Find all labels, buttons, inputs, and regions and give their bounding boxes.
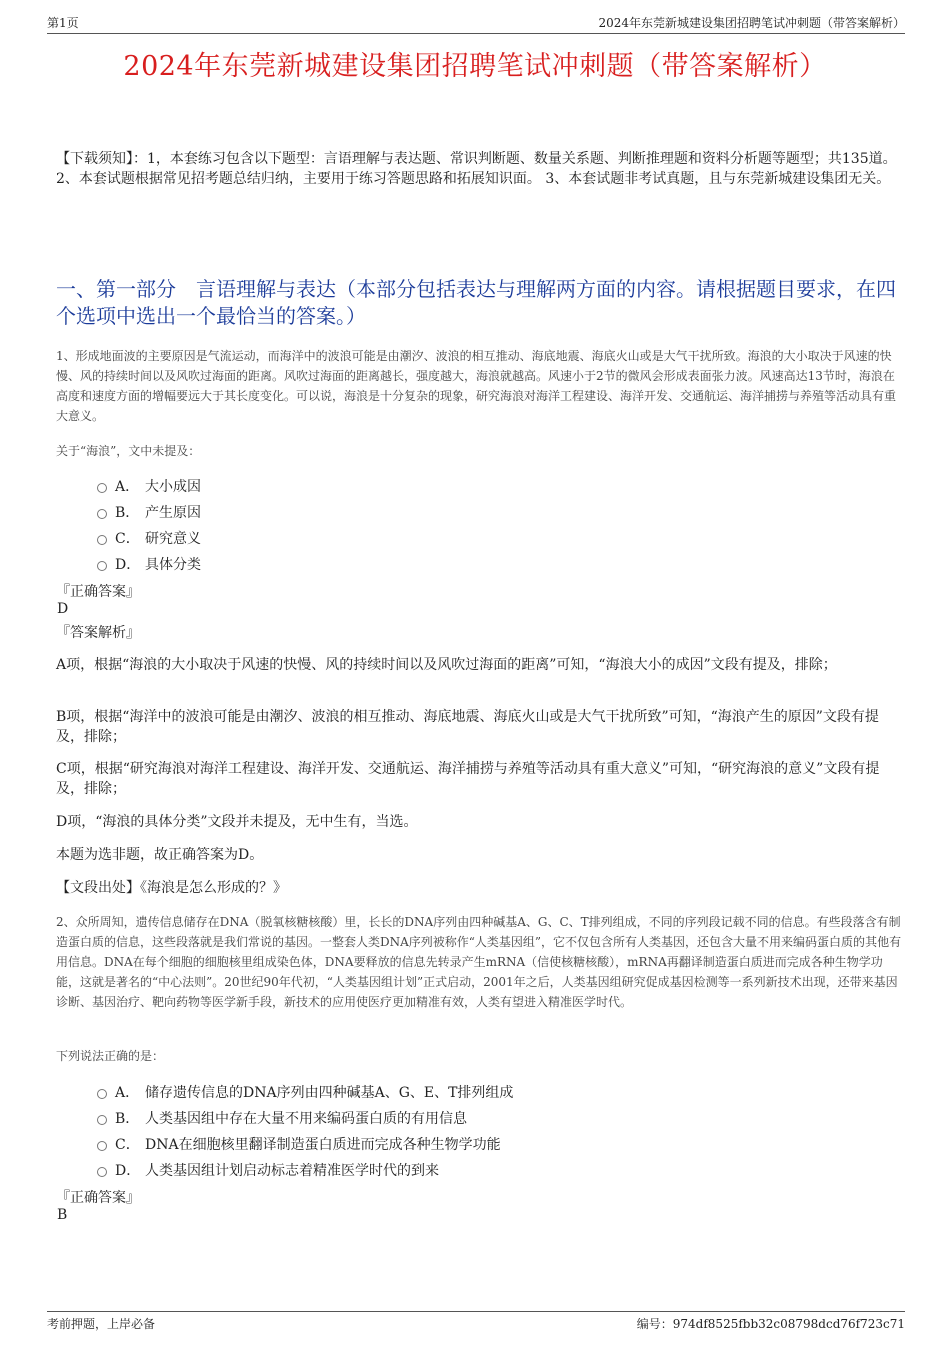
answer-value: D bbox=[57, 601, 69, 617]
radio-icon[interactable] bbox=[97, 1089, 107, 1099]
answer-label: 『正确答案』 bbox=[56, 1190, 140, 1206]
option-d[interactable]: D． 人类基因组计划启动标志着精准医学时代的到来 bbox=[97, 1157, 513, 1183]
download-notice: 【下载须知】：1，本套练习包含以下题型：言语理解与表达题、常识判断题、数量关系题、判断推理题和资料分析题等题型；共135道。 2、本套试题根据常见招考题总结归纳，主要用于练习答题思路和拓展知识面。 3、本套试题非考试真题，且与东莞新城建设集团无关。 bbox=[56, 151, 897, 187]
page-header bbox=[47, 14, 905, 34]
question-1-options bbox=[97, 473, 201, 577]
analysis-a: A项，根据“海浪的大小取决于风速的快慢、风的持续时间以及风吹过海面的距离”可知，“海浪大小的成因”文段有提及，排除； bbox=[56, 657, 837, 673]
radio-icon[interactable] bbox=[97, 509, 107, 519]
question-1-stem: 关于“海浪”，文中未提及： bbox=[56, 444, 201, 458]
radio-icon[interactable] bbox=[97, 535, 107, 545]
question-2-stem: 下列说法正确的是： bbox=[56, 1049, 165, 1063]
page-footer bbox=[47, 1311, 905, 1335]
analysis-conclusion: 本题为选非题，故正确答案为D。 bbox=[56, 847, 264, 863]
option-a[interactable]: A． 储存遗传信息的DNA序列由四种碱基A、G、E、T排列组成 bbox=[97, 1079, 513, 1105]
page-number: 第1页 bbox=[47, 16, 79, 30]
answer-value: B bbox=[57, 1207, 68, 1223]
radio-icon[interactable] bbox=[97, 483, 107, 493]
analysis-d: D项，“海浪的具体分类”文段并未提及，无中生有，当选。 bbox=[56, 814, 418, 830]
question-2-options bbox=[97, 1079, 513, 1183]
analysis-source: 【文段出处】《海浪是怎么形成的？》 bbox=[56, 880, 287, 896]
section-title: 言语理解与表达（本部分包括表达与理解两方面的内容。请根据题目要求，在四个选项中选出一个最恰当的答案。） bbox=[56, 277, 896, 328]
radio-icon[interactable] bbox=[97, 1167, 107, 1177]
analysis-c: C项，根据“研究海浪对海洋工程建设、海洋开发、交通航运、海洋捕捞与养殖等活动具有重大意义”可知，“研究海浪的意义”文段有提及，排除； bbox=[56, 761, 880, 797]
header-doc-title: 2024年东莞新城建设集团招聘笔试冲刺题（带答案解析） bbox=[598, 16, 905, 30]
option-c[interactable]: C． 研究意义 bbox=[97, 525, 201, 551]
option-b[interactable]: B． 人类基因组中存在大量不用来编码蛋白质的有用信息 bbox=[97, 1105, 513, 1131]
analysis-b: B项，根据“海洋中的波浪可能是由潮汐、波浪的相互推动、海底地震、海底火山或是大气干扰所致”可知，“海浪产生的原因”文段有提及，排除； bbox=[56, 709, 879, 745]
page-title: 2024年东莞新城建设集团招聘笔试冲刺题（带答案解析） bbox=[123, 51, 827, 82]
section-number: 一、第一部分 bbox=[56, 277, 176, 301]
radio-icon[interactable] bbox=[97, 561, 107, 571]
option-d[interactable]: D． 具体分类 bbox=[97, 551, 201, 577]
analysis-label: 『答案解析』 bbox=[56, 625, 140, 641]
section-heading bbox=[56, 276, 902, 330]
option-a[interactable]: A． 大小成因 bbox=[97, 473, 201, 499]
radio-icon[interactable] bbox=[97, 1115, 107, 1125]
option-c[interactable]: C． DNA在细胞核里翻译制造蛋白质进而完成各种生物学功能 bbox=[97, 1131, 513, 1157]
radio-icon[interactable] bbox=[97, 1141, 107, 1151]
question-2-passage: 2、众所周知，遗传信息储存在DNA（脱氧核糖核酸）里，长长的DNA序列由四种碱基A、G、C、T排列组成，不同的序列段记载不同的信息。有些段落含有制造蛋白质的信息，这些段落就是我们常说的基因。一整套人类DNA序列被称作“人类基因组”，它不仅包含所有人类基因，还包含大量不用来编码蛋白质的其他有用信息。DNA在每个细胞的细胞核里组成染色体，DNA要释放的信息先转录产生mRNA（信使核糖核酸），mRNA再翻译制造蛋白质进而完成各种生物学功能，这就是著名的“中心法则”。20世纪90年代初，“人类基因组计划”正式启动，2001年之后，人类基因组研究促成基因检测等一系列新技术出现，还带来基因诊断、基因治疗、靶向药物等医学新手段，新技术的应用使医疗更加精准有效，人类有望进入精准医学时代。 bbox=[56, 915, 902, 1009]
question-1-passage: 1、形成地面波的主要原因是气流运动，而海洋中的波浪可能是由潮汐、波浪的相互推动、海底地震、海底火山或是大气干扰所致。海浪的大小取决于风速的快慢、风的持续时间以及风吹过海面的距离。风吹过海面的距离越长，强度越大，海浪就越高。风速小于2节的微风会形成表面张力波。风速高达13节时，海浪在高度和速度方面的增幅要远大于其长度变化。可以说，海浪是十分复杂的现象，研究海浪对海洋工程建设、海洋开发、交通航运、海洋捕捞与养殖等活动具有重大意义。 bbox=[56, 349, 897, 423]
option-b[interactable]: B． 产生原因 bbox=[97, 499, 201, 525]
answer-label: 『正确答案』 bbox=[56, 584, 140, 600]
footer-slogan: 考前押题，上岸必备 bbox=[47, 1317, 156, 1331]
footer-doc-id: 编号：974df8525fbb32c08798dcd76f723c71 bbox=[636, 1317, 905, 1331]
